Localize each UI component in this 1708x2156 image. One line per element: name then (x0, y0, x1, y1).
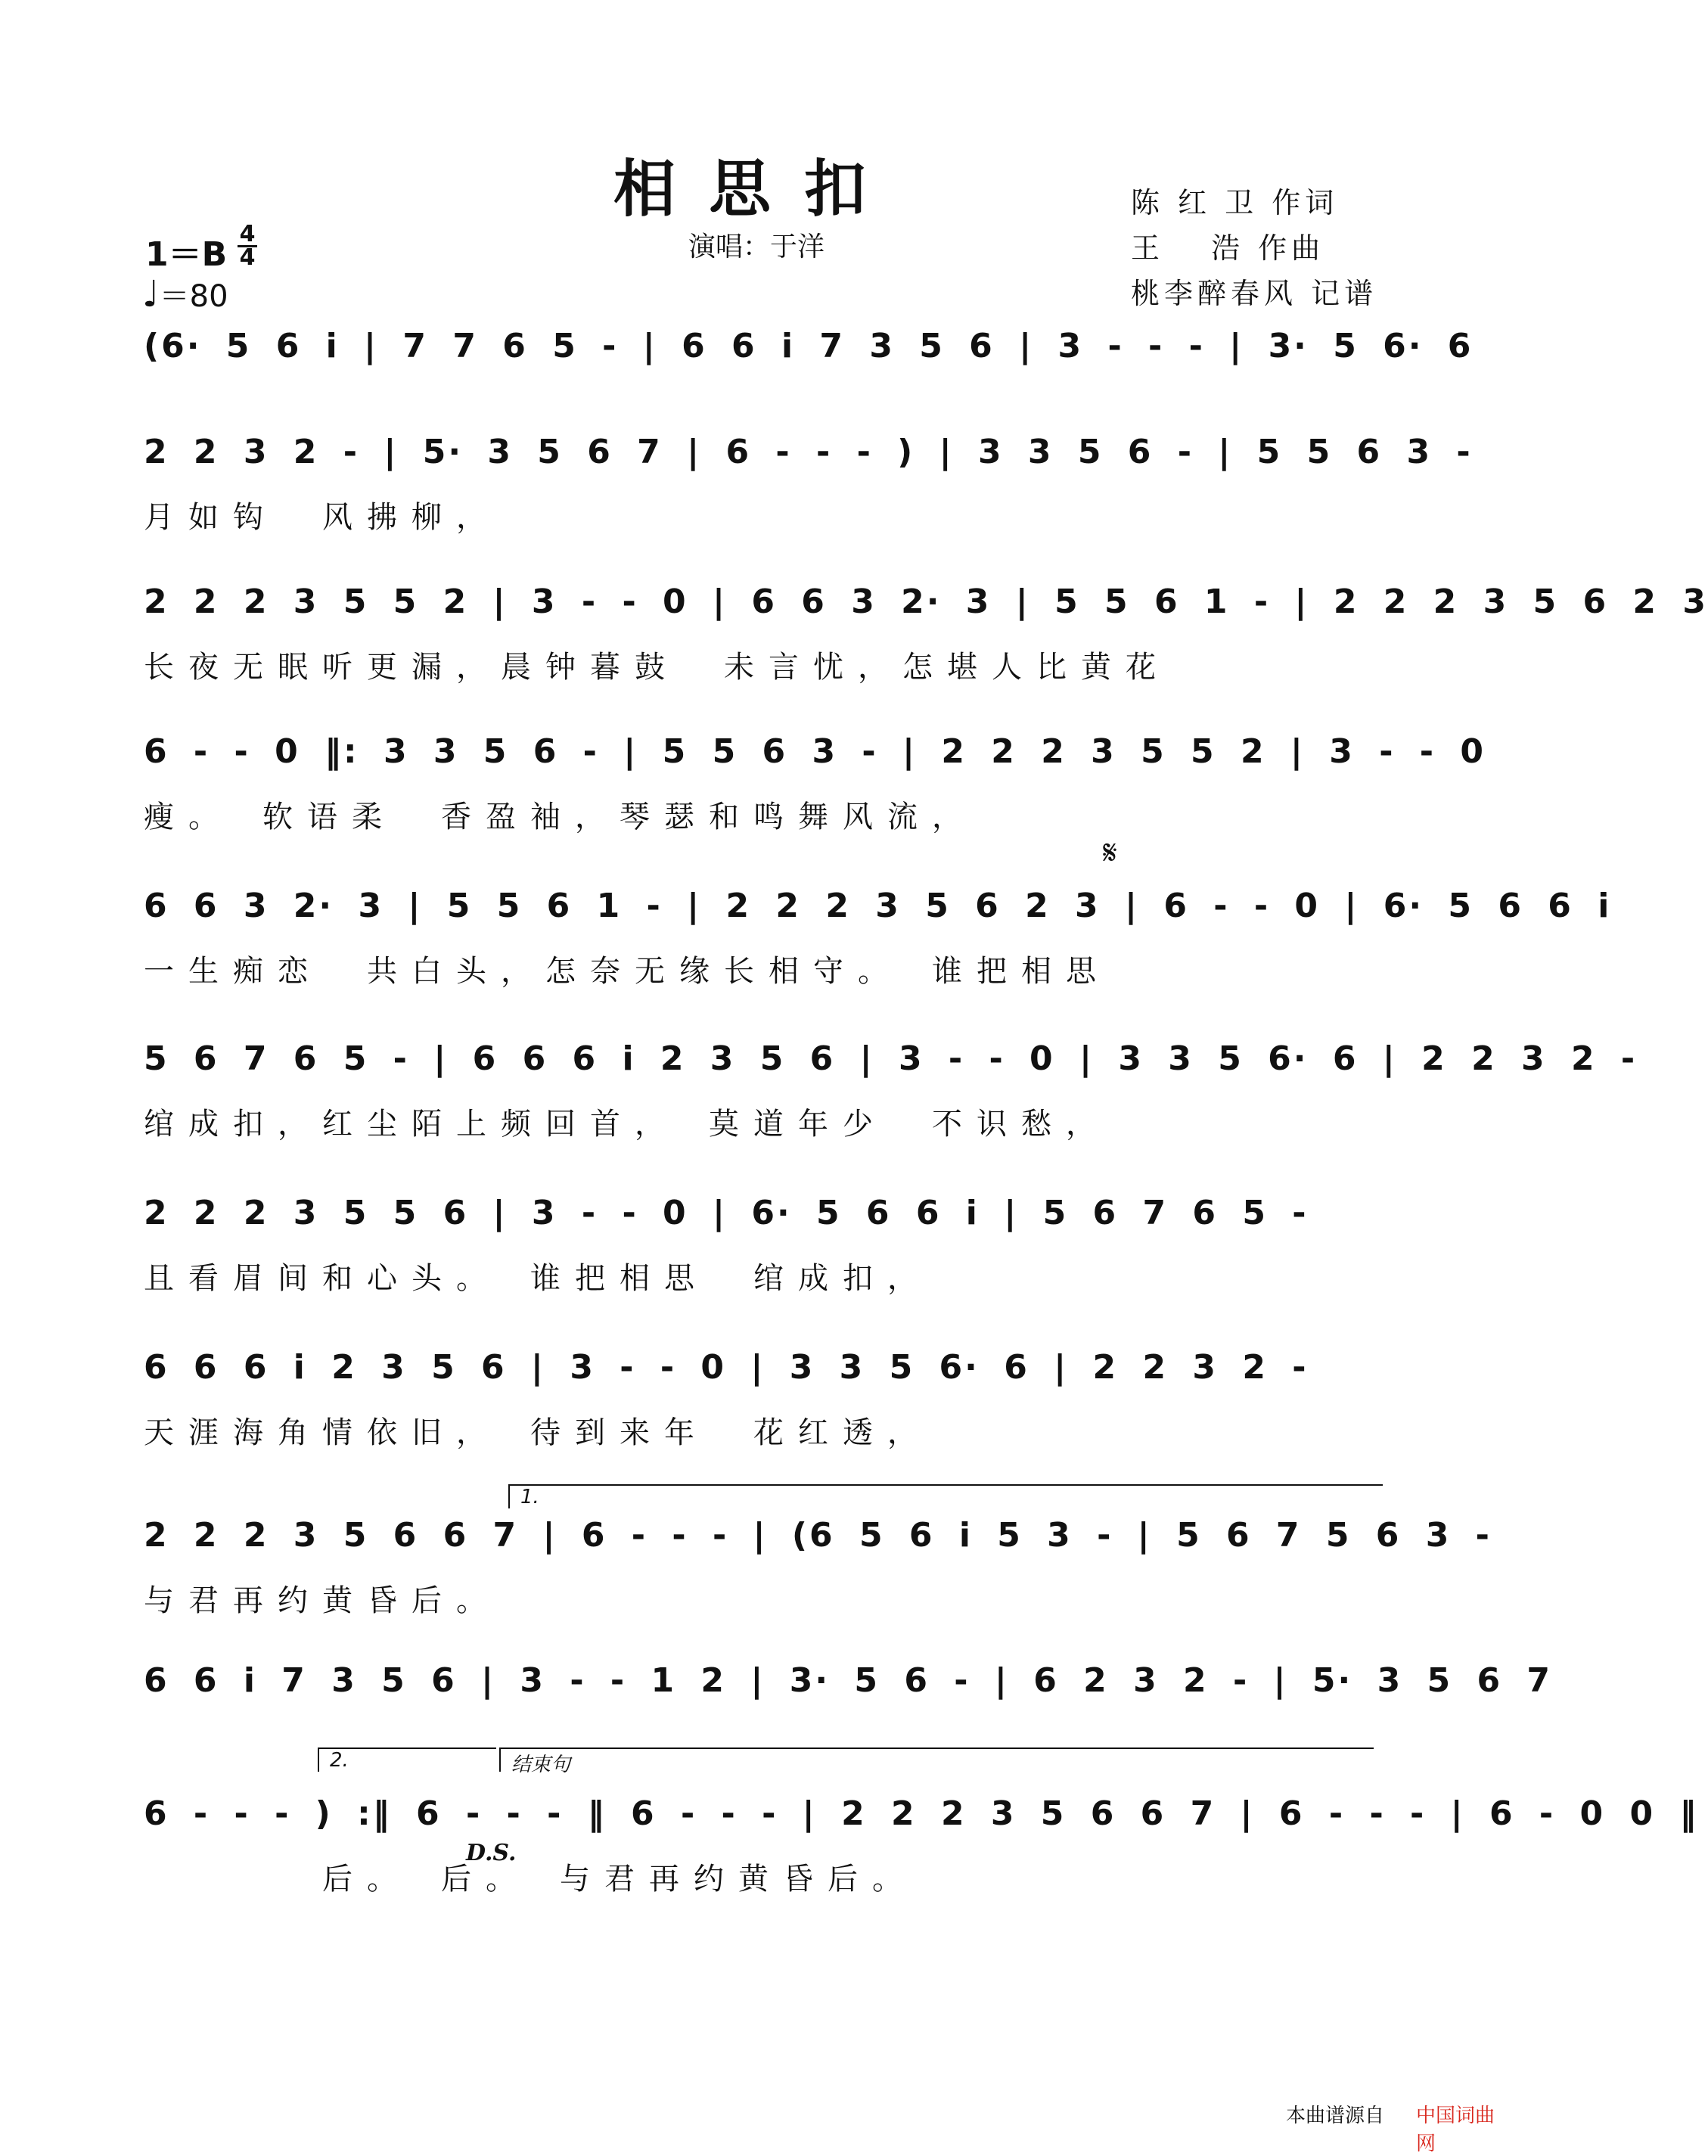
lyrics-row: 瘦。 软语柔 香盈袖，琴瑟和鸣舞风流， (144, 800, 977, 834)
notation-row: 2 2 2 3 5 6 6 7 | 6 - - - | (6 5 6 i 5 3 - | 5 6 7 5 6 3 - (144, 1516, 1492, 1555)
lyrics-row: 且看眉间和心头。 谁把相思 绾成扣， (144, 1261, 932, 1296)
tempo-marking (142, 272, 228, 315)
notation-row: 2 2 2 3 5 5 6 | 3 - - 0 | 6· 5 6 6 i | 5 6 7 6 5 - (144, 1194, 1309, 1232)
footer-source: 本曲谱源自 (1286, 2105, 1385, 2127)
volta-2-label: 2. (330, 1749, 349, 1772)
notation-row: 6 - - - ) :‖ 6 - - - ‖ 6 - - - | 2 2 2 3 5 6 6 7 | 6 - - - | 6 - 0 0 ‖ (144, 1794, 1699, 1833)
key-signature: 1＝B (145, 235, 228, 274)
notation-row: 6 - - 0 ‖: 3 3 5 6 - | 5 5 6 3 - | 2 2 2 3 5 5 2 | 3 - - 0 (144, 732, 1486, 771)
lyrics-row: 后。 后。 与君再约黄昏后。 (144, 1862, 917, 1897)
notation-row: 2 2 2 3 5 5 2 | 3 - - 0 | 6 6 3 2· 3 | 5 5 6 1 - | 2 2 2 3 5 6 2 3 (144, 582, 1708, 621)
lyrics-row: 与君再约黄昏后。 (144, 1583, 501, 1618)
lyrics-row: 月如钩 风拂柳， (144, 500, 501, 535)
song-title: 相思扣 (613, 154, 899, 225)
volta-1 (508, 1484, 1383, 1508)
singer: 演唱：于洋 (688, 231, 825, 263)
notation-row: 6 6 6 i 2 3 5 6 | 3 - - 0 | 3 3 5 6· 6 | 2 2 3 2 - (144, 1348, 1309, 1387)
composer: 王 浩 作曲 (1131, 231, 1325, 265)
credits (1131, 180, 1377, 316)
lyrics-row: 长夜无眠听更漏，晨钟暮鼓 未言忧，怎堪人比黄花 (144, 650, 1170, 685)
notation-row: 5 6 7 6 5 - | 6 6 6 i 2 3 5 6 | 3 - - 0 | 3 3 5 6· 6 | 2 2 3 2 - (144, 1039, 1638, 1078)
time-top: 4 (238, 224, 257, 247)
lyricist: 陈 红 卫 作词 (1131, 186, 1339, 219)
lyrics-row: 天涯海角情依旧， 待到来年 花红透， (144, 1415, 932, 1450)
time-bottom: 4 (239, 244, 256, 271)
transcriber: 桃李醉春风 记谱 (1131, 277, 1378, 310)
lyrics-row: 绾成扣，红尘陌上频回首， 莫道年少 不识愁， (144, 1107, 1110, 1142)
tempo-value: ＝80 (159, 279, 228, 314)
lyrics-row: 一生痴恋 共白头，怎奈无缘长相守。 谁把相思 (144, 954, 1110, 989)
ending-bracket (499, 1747, 1374, 1776)
volta-1-label: 1. (520, 1486, 539, 1508)
notation-row: 6 6 3 2· 3 | 5 5 6 1 - | 2 2 2 3 5 6 2 3 | 6 - - 0 | 6· 5 6 6 i (144, 887, 1612, 925)
notation-row: 2 2 3 2 - | 5· 3 5 6 7 | 6 - - - ) | 3 3 5 6 - | 5 5 6 3 - (144, 433, 1473, 471)
quarter-note-icon: ♩ (142, 273, 160, 315)
notation-row: 6 6 i 7 3 5 6 | 3 - - 1 2 | 3· 5 6 - | 6 2 3 2 - | 5· 3 5 6 7 (144, 1661, 1552, 1700)
segno-sign: 𝄋 (1103, 834, 1117, 872)
ending-label: 结束句 (511, 1754, 571, 1776)
notation-row: (6· 5 6 i | 7 7 6 5 - | 6 6 i 7 3 5 6 | 3 - - - | 3· 5 6· 6 (144, 327, 1474, 365)
ds-marking: D.S. (466, 1840, 517, 1866)
footer-site: 中国词曲网 (1416, 2105, 1495, 2155)
volta-2 (318, 1747, 496, 1772)
time-signature (238, 221, 257, 271)
